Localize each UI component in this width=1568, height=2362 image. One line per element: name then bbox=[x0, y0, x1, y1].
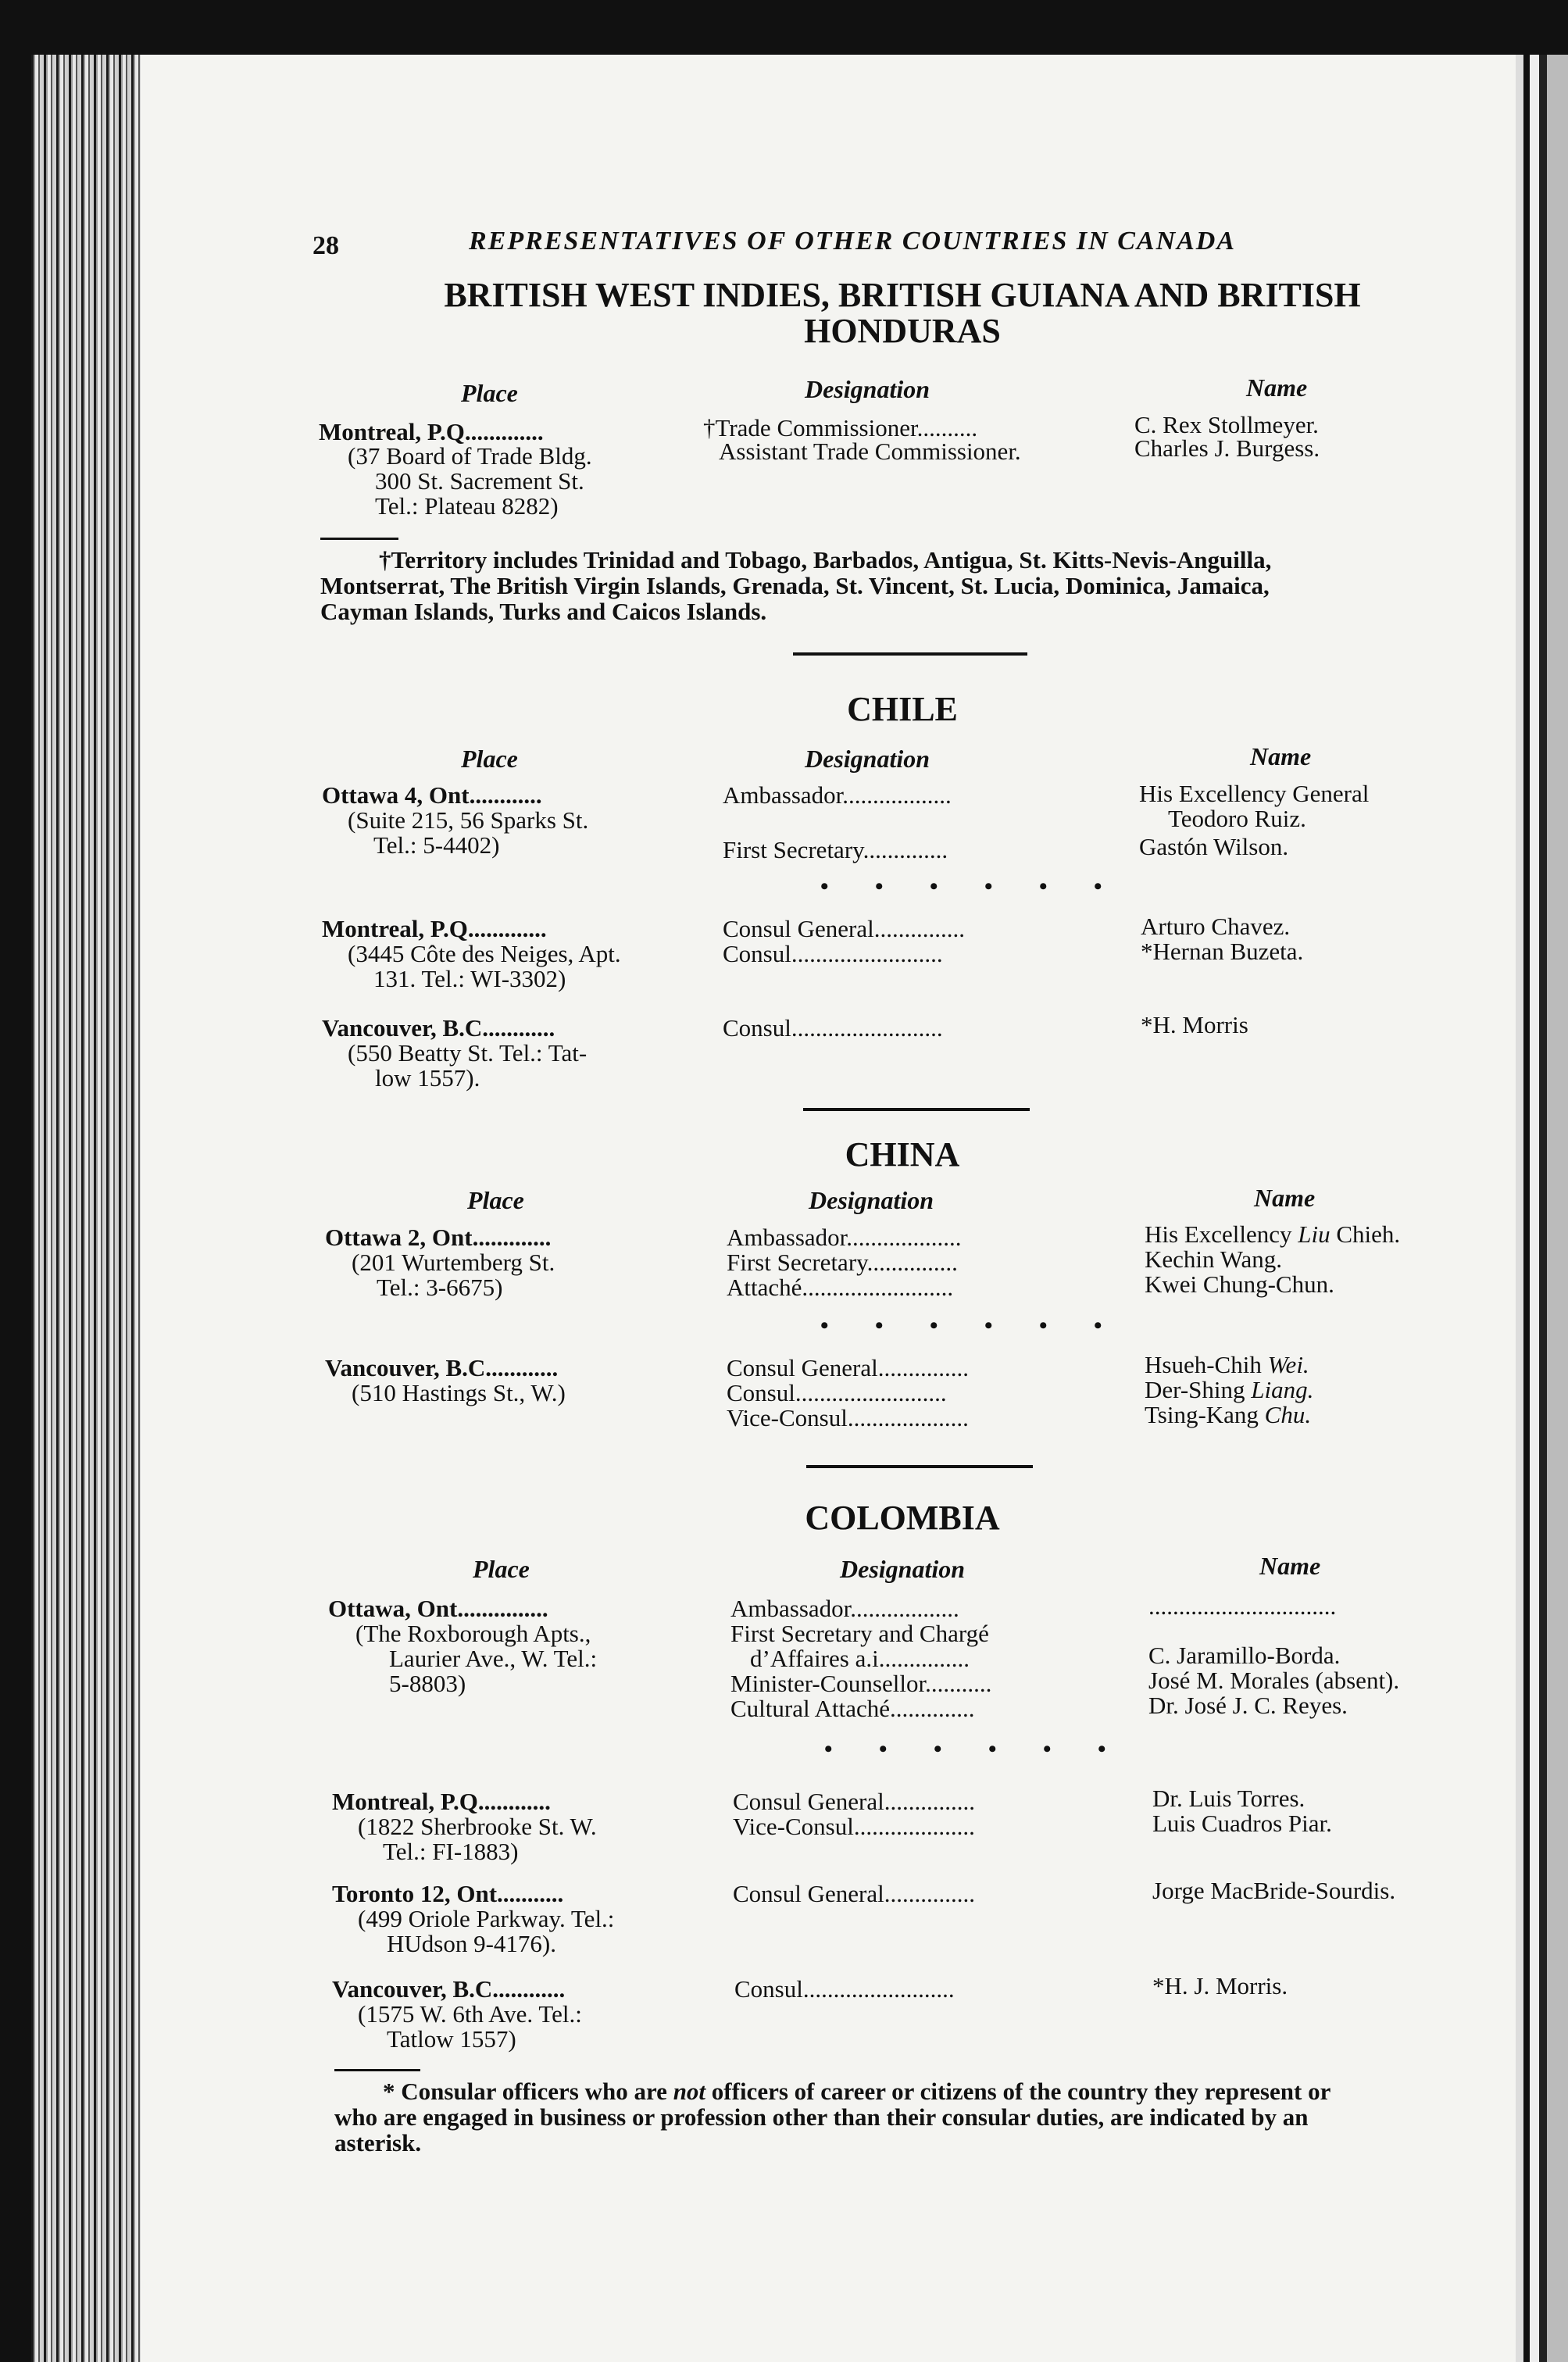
col-header-designation: Designation bbox=[809, 1186, 934, 1214]
place-address: Tel.: FI-1883) bbox=[383, 1838, 519, 1865]
footnote-italic: not bbox=[673, 2078, 706, 2105]
designation: Ambassador................... bbox=[727, 1224, 962, 1251]
name: C. Jaramillo-Borda. bbox=[1148, 1642, 1341, 1669]
footnote bbox=[383, 2078, 1330, 2104]
place-address: (499 Oriole Parkway. Tel.: bbox=[358, 1905, 615, 1932]
designation: Ambassador.................. bbox=[730, 1595, 959, 1622]
name: ............................... bbox=[1148, 1592, 1337, 1620]
place-vancouver: Vancouver, B.C............ bbox=[322, 1014, 555, 1042]
name-text: Der-Shing bbox=[1145, 1376, 1252, 1403]
col-header-name: Name bbox=[1254, 1184, 1316, 1212]
name-italic: Liu bbox=[1298, 1220, 1330, 1248]
name: Arturo Chavez. bbox=[1141, 913, 1291, 940]
place-ottawa: Ottawa, Ont............... bbox=[328, 1595, 548, 1622]
place-address: 5-8803) bbox=[389, 1670, 466, 1697]
name: Kwei Chung-Chun. bbox=[1145, 1270, 1334, 1298]
place-address: Tel.: Plateau 8282) bbox=[375, 492, 559, 520]
col-header-designation: Designation bbox=[840, 1555, 966, 1583]
page-edge bbox=[1516, 55, 1568, 2362]
place-montreal: Montreal, P.Q............. bbox=[322, 915, 547, 942]
place-address: (Suite 215, 56 Sparks St. bbox=[348, 806, 589, 834]
designation: Attaché......................... bbox=[727, 1274, 954, 1301]
col-header-place: Place bbox=[461, 745, 518, 773]
name bbox=[1145, 1353, 1309, 1378]
place-address: (The Roxborough Apts., bbox=[355, 1620, 591, 1647]
name-italic: Chu. bbox=[1264, 1401, 1312, 1428]
col-header-name: Name bbox=[1246, 373, 1308, 402]
designation: Consul......................... bbox=[723, 940, 943, 967]
designation: Consul......................... bbox=[727, 1379, 947, 1406]
designation: Consul General............... bbox=[727, 1354, 969, 1381]
section-title: BRITISH WEST INDIES, BRITISH GUIANA AND BRITISH bbox=[444, 276, 1361, 314]
col-header-designation: Designation bbox=[805, 375, 930, 403]
separator-dots: • • • • • • bbox=[824, 1736, 1127, 1762]
territory-note: †Territory includes Trinidad and Tobago, Barbados, Antigua, St. Kitts-Nevis-Anguilla, bbox=[379, 546, 1272, 574]
place-ottawa: Ottawa 2, Ont............. bbox=[325, 1224, 552, 1251]
section-title: CHILE bbox=[847, 690, 958, 728]
footnote-text: officers of career or citizens of the country they represent or bbox=[705, 2078, 1331, 2105]
name: Jorge MacBride-Sourdis. bbox=[1152, 1877, 1396, 1904]
place-montreal: Montreal, P.Q............ bbox=[332, 1788, 551, 1815]
name: Dr. Luis Torres. bbox=[1152, 1785, 1305, 1812]
footnote-rule bbox=[334, 2069, 420, 2071]
designation: Vice-Consul.................... bbox=[733, 1813, 975, 1840]
designation: Minister-Counsellor........... bbox=[730, 1670, 992, 1697]
section-title: CHINA bbox=[845, 1135, 960, 1174]
place-address: Tel.: 5-4402) bbox=[373, 831, 500, 859]
place-address: 131. Tel.: WI-3302) bbox=[373, 965, 566, 992]
place-address: (37 Board of Trade Bldg. bbox=[348, 442, 592, 470]
designation: Vice-Consul.................... bbox=[727, 1404, 969, 1431]
section-chile bbox=[313, 691, 1492, 727]
place-montreal: Montreal, P.Q............. bbox=[319, 418, 544, 445]
footnote-text: * Consular officers who are bbox=[383, 2078, 673, 2105]
name bbox=[1145, 1378, 1313, 1403]
territory-note: Cayman Islands, Turks and Caicos Islands. bbox=[320, 598, 767, 625]
place-address: 300 St. Sacrement St. bbox=[375, 467, 584, 495]
name: *H. Morris bbox=[1141, 1011, 1248, 1038]
section-china bbox=[313, 1137, 1492, 1173]
name-italic: Liang. bbox=[1251, 1376, 1314, 1403]
name: Luis Cuadros Piar. bbox=[1152, 1810, 1332, 1837]
territory-note: Montserrat, The British Virgin Islands, Grenada, St. Vincent, St. Lucia, Dominica, Jamaica, bbox=[320, 572, 1270, 599]
name: Charles J. Burgess. bbox=[1134, 434, 1320, 462]
name: *H. J. Morris. bbox=[1152, 1972, 1288, 1999]
designation: Assistant Trade Commissioner. bbox=[719, 438, 1021, 465]
col-header-name: Name bbox=[1250, 742, 1312, 770]
designation: First Secretary and Chargé bbox=[730, 1620, 989, 1647]
place-vancouver: Vancouver, B.C............ bbox=[325, 1354, 559, 1381]
footnote: who are engaged in business or profession other than their consular duties, are indicated by an bbox=[334, 2103, 1309, 2131]
designation: First Secretary.............. bbox=[723, 836, 948, 863]
name: Teodoro Ruiz. bbox=[1168, 805, 1306, 832]
separator-dots: • • • • • • bbox=[820, 1313, 1123, 1338]
section-title-cont: HONDURAS bbox=[804, 312, 1001, 350]
place-address: (201 Wurtemberg St. bbox=[352, 1249, 555, 1276]
designation: †Trade Commissioner.......... bbox=[703, 414, 978, 441]
name bbox=[1145, 1222, 1400, 1247]
place-address: Laurier Ave., W. Tel.: bbox=[389, 1645, 598, 1672]
col-header-name: Name bbox=[1259, 1552, 1321, 1580]
place-toronto: Toronto 12, Ont........... bbox=[332, 1880, 564, 1907]
place-address: (1575 W. 6th Ave. Tel.: bbox=[358, 2000, 582, 2028]
section-divider bbox=[803, 1108, 1030, 1111]
name: Dr. José J. C. Reyes. bbox=[1148, 1692, 1348, 1719]
place-address: (3445 Côte des Neiges, Apt. bbox=[348, 940, 621, 967]
section-divider bbox=[793, 652, 1027, 656]
name: José M. Morales (absent). bbox=[1148, 1667, 1400, 1694]
place-address: Tel.: 3-6675) bbox=[377, 1274, 503, 1301]
designation: Consul General............... bbox=[723, 915, 965, 942]
page-number: 28 bbox=[313, 231, 339, 260]
place-vancouver: Vancouver, B.C............ bbox=[332, 1975, 566, 2003]
name: C. Rex Stollmeyer. bbox=[1134, 411, 1319, 438]
designation: d’Affaires a.i............... bbox=[750, 1645, 970, 1672]
place-address: HUdson 9-4176). bbox=[387, 1930, 556, 1957]
place-address: (510 Hastings St., W.) bbox=[352, 1379, 566, 1406]
designation: First Secretary............... bbox=[727, 1249, 958, 1276]
name-text: His Excellency bbox=[1145, 1220, 1298, 1248]
name-italic: Wei. bbox=[1267, 1351, 1309, 1378]
footnote: asterisk. bbox=[334, 2129, 422, 2157]
name: Kechin Wang. bbox=[1145, 1245, 1282, 1273]
name-text: Hsueh-Chih bbox=[1145, 1351, 1268, 1378]
designation: Consul......................... bbox=[723, 1014, 943, 1042]
place-address: Tatlow 1557) bbox=[387, 2025, 516, 2053]
section-colombia bbox=[313, 1500, 1492, 1536]
name-text: Chieh. bbox=[1330, 1220, 1401, 1248]
separator-dots: • • • • • • bbox=[820, 874, 1123, 899]
col-header-place: Place bbox=[461, 379, 518, 407]
name bbox=[1145, 1403, 1311, 1428]
designation: Consul......................... bbox=[734, 1975, 955, 2003]
designation: Ambassador.................. bbox=[723, 781, 952, 809]
name: Gastón Wilson. bbox=[1139, 833, 1289, 860]
section-divider bbox=[806, 1465, 1033, 1468]
place-address: (1822 Sherbrooke St. W. bbox=[358, 1813, 597, 1840]
name: His Excellency General bbox=[1139, 780, 1370, 807]
designation: Consul General............... bbox=[733, 1788, 975, 1815]
place-ottawa: Ottawa 4, Ont............ bbox=[322, 781, 542, 809]
col-header-designation: Designation bbox=[805, 745, 930, 773]
place-address: low 1557). bbox=[375, 1064, 480, 1092]
name: *Hernan Buzeta. bbox=[1141, 938, 1304, 965]
designation: Cultural Attaché.............. bbox=[730, 1695, 975, 1722]
section-bwi bbox=[313, 277, 1492, 349]
place-address: (550 Beatty St. Tel.: Tat- bbox=[348, 1039, 588, 1067]
name-text: Tsing-Kang bbox=[1145, 1401, 1265, 1428]
section-title: COLOMBIA bbox=[805, 1499, 1000, 1537]
running-head: REPRESENTATIVES OF OTHER COUNTRIES IN CANADA bbox=[469, 227, 1237, 255]
col-header-place: Place bbox=[473, 1555, 530, 1583]
footnote-rule bbox=[320, 538, 398, 540]
col-header-place: Place bbox=[467, 1186, 524, 1214]
designation: Consul General............... bbox=[733, 1880, 975, 1907]
